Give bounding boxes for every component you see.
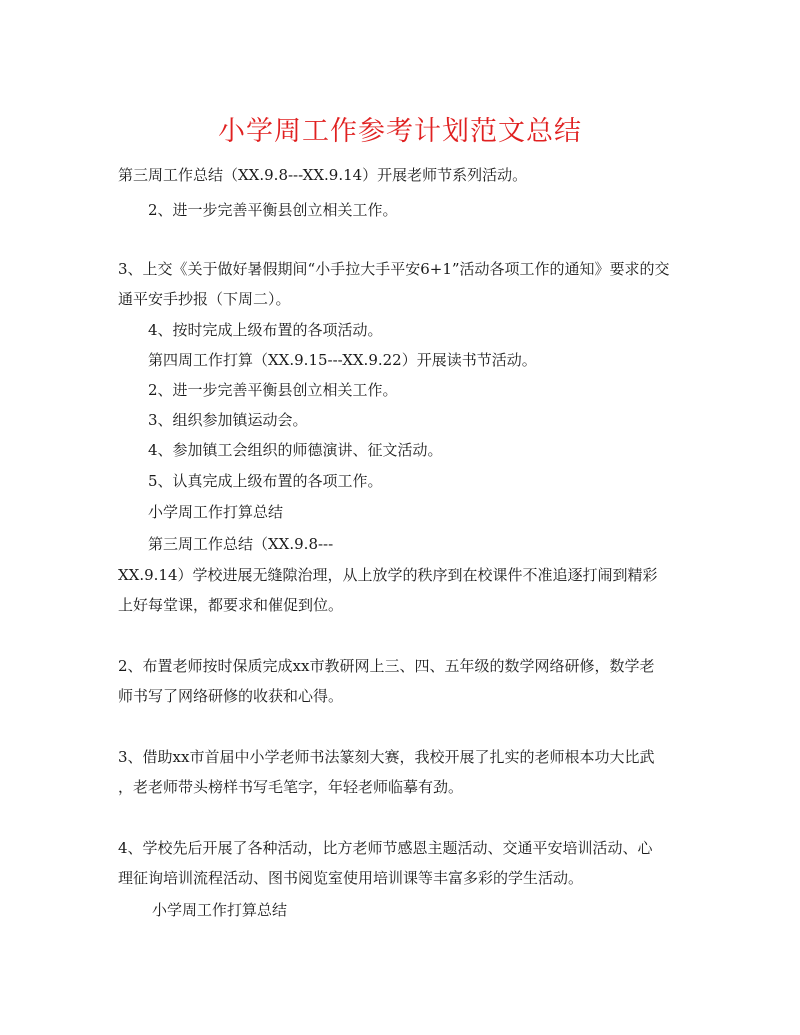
text-line: XX.9.14）学校进展无缝隙治理，从上放学的秩序到在校课件不准追逐打闹到精彩 (118, 566, 658, 584)
text-line: 4、学校先后开展了各种活动，比方老师节感恩主题活动、交通平安培训活动、心 (118, 839, 653, 857)
text-line: 3、上交《关于做好暑假期间“小手拉大手平安6+1”活动各项工作的通知》要求的交 (118, 260, 670, 278)
text-line: 3、借助xx市首届中小学老师书法篆刻大赛，我校开展了扎实的老师根本功大比武 (118, 748, 655, 766)
text-line: 2、布置老师按时保质完成xx市教研网上三、四、五年级的数学网络研修，数学老 (118, 657, 655, 675)
text-line: 3、组织参加镇运动会。 (148, 411, 308, 429)
text-line: 2、进一步完善平衡县创立相关工作。 (148, 381, 398, 399)
text-line: 第三周工作总结（XX.9.8---XX.9.14）开展老师节系列活动。 (118, 166, 528, 184)
text-line: 5、认真完成上级布置的各项工作。 (148, 472, 383, 490)
text-line: 4、按时完成上级布置的各项活动。 (148, 321, 383, 339)
text-line: ，老老师带头榜样书写毛笔字，年轻老师临摹有劲。 (118, 778, 464, 796)
text-line: 第四周工作打算（XX.9.15---XX.9.22）开展读书节活动。 (148, 351, 537, 369)
text-line: 小学周工作打算总结 (148, 503, 284, 521)
text-line: 4、参加镇工会组织的师德演讲、征文活动。 (148, 441, 443, 459)
text-line: 通平安手抄报（下周二）。 (118, 290, 291, 308)
text-line: 第三周工作总结（XX.9.8--- (148, 535, 334, 553)
document-title: 小学周工作参考计划范文总结 (218, 116, 582, 147)
text-line: 上好每堂课，都要求和催促到位。 (118, 596, 344, 614)
text-line: 师书写了网络研修的收获和心得。 (118, 687, 344, 705)
text-line: 小学周工作打算总结 (152, 901, 288, 919)
text-line: 理征询培训流程活动、图书阅览室使用培训课等丰富多彩的学生活动。 (118, 869, 584, 887)
text-line: 2、进一步完善平衡县创立相关工作。 (148, 201, 398, 219)
